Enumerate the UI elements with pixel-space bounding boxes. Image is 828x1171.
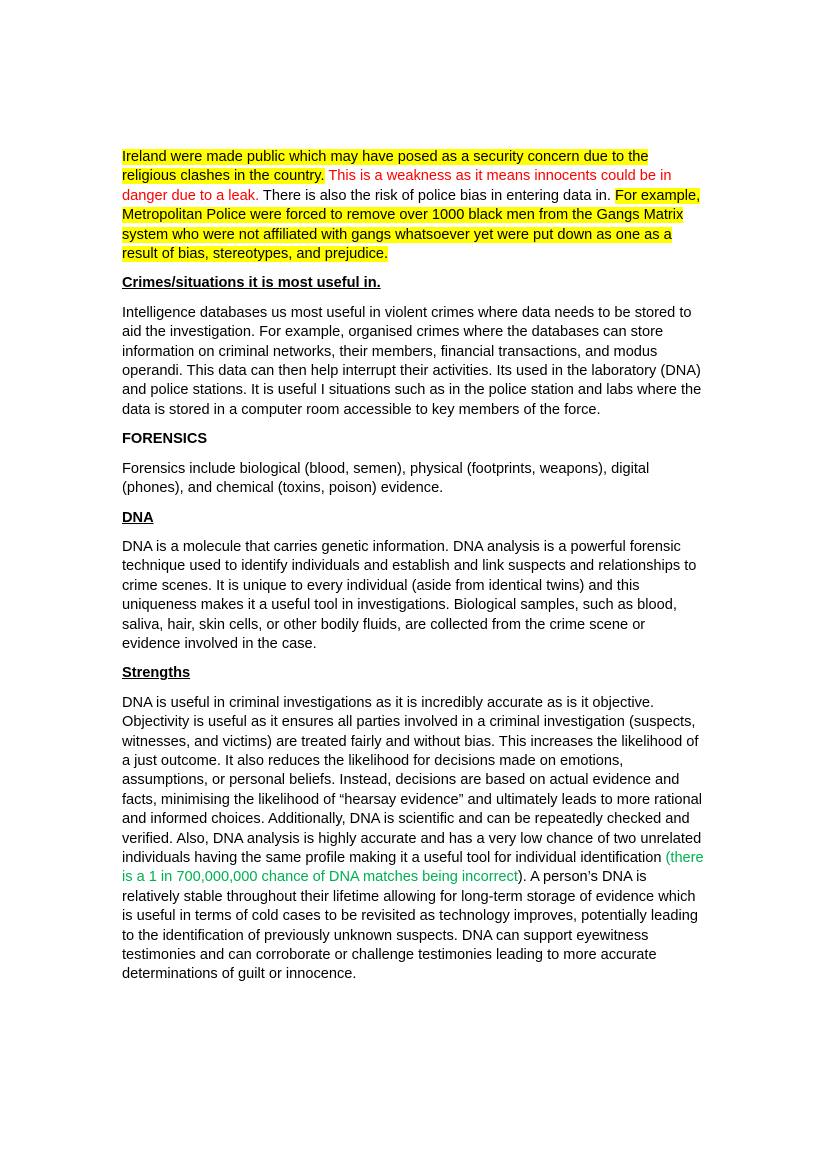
heading-dna: DNA [122, 509, 154, 526]
paragraph-crimes: Intelligence databases us most useful in violent crimes where data needs to be stored to aid the investigation. For example, organised crimes where the databases can store information on criminal networks, their members, financial transactions, and modus operandi. This data can then help interrupt their activities. Its used in the laboratory (DNA) and police stations. It is useful I situations such as in the police station and labs where the data is stored in a computer room accessible to key members of the force. [122, 304, 702, 418]
heading-crimes-situations: Crimes/situations it is most useful in. [122, 275, 381, 292]
paragraph-dna: DNA is a molecule that carries genetic information. DNA analysis is a powerful forensic technique used to identify individuals and establish and link suspects and relationships to crime scenes. It is unique to every individual (aside from identical twins) and this uniqueness makes it a useful tool in investigations. Biological samples, such as blood, saliva, hair, skin cells, or other bodily fluids, are collected from the crime scene or evidence involved in the case. [122, 538, 697, 652]
highlighted-text: Ireland were made public which may have posed as a security concern due to the religious clashes in the country. [122, 149, 649, 185]
green-text-statistic: (there is a 1 in 700,000,000 chance of DNA matches being incorrect [122, 850, 704, 886]
paragraph-data-security [122, 148, 706, 264]
highlighted-text-example: For example, Metropolitan Police were forced to remove over 1000 black men from the Gangs Matrix system who were not affiliated with gangs whatsoever yet were put down as one as a result of bias, stereotypes, and prejudice. [122, 187, 701, 263]
heading-forensics: FORENSICS [122, 431, 208, 448]
strengths-text-b: ). A person’s DNA is relatively stable throughout their lifetime allowing for long-term storage of evidence which is useful in terms of cold cases to be revisited as technology improves, potentially leading to the identification of previously unknown suspects. DNA can support eyewitness testimonies and can corroborate or challenge testimonies leading to more accurate determinations of guilt or innocence. [122, 869, 698, 983]
document-page [122, 148, 706, 995]
strengths-text-a: DNA is useful in criminal investigations as it is incredibly accurate as is it objective. Objectivity is useful as it ensures all parties involved in a criminal investigation (suspects, witnesses, and victims) are treated fairly and without bias. This increases the likelihood of a just outcome. It also reduces the likelihood for decisions made on emotions, assumptions, or personal beliefs. Instead, decisions are based on actual evidence and facts, minimising the likelihood of “hearsay evidence” and ultimately leads to more rational and informed choices. Additionally, DNA is scientific and can be repeatedly checked and verified. Also, DNA analysis is highly accurate and has a very low chance of two unrelated individuals having the same profile making it a useful tool for individual identification [122, 694, 702, 866]
paragraph-strengths [122, 694, 706, 985]
red-text-weakness: This is a weakness as it means innocents could be in danger due to a leak. [122, 168, 672, 204]
plain-text: There is also the risk of police bias in entering data in. [259, 187, 615, 204]
paragraph-forensics: Forensics include biological (blood, semen), physical (footprints, weapons), digital (phones), and chemical (toxins, poison) evidence. [122, 460, 650, 497]
heading-strengths: Strengths [122, 665, 191, 682]
